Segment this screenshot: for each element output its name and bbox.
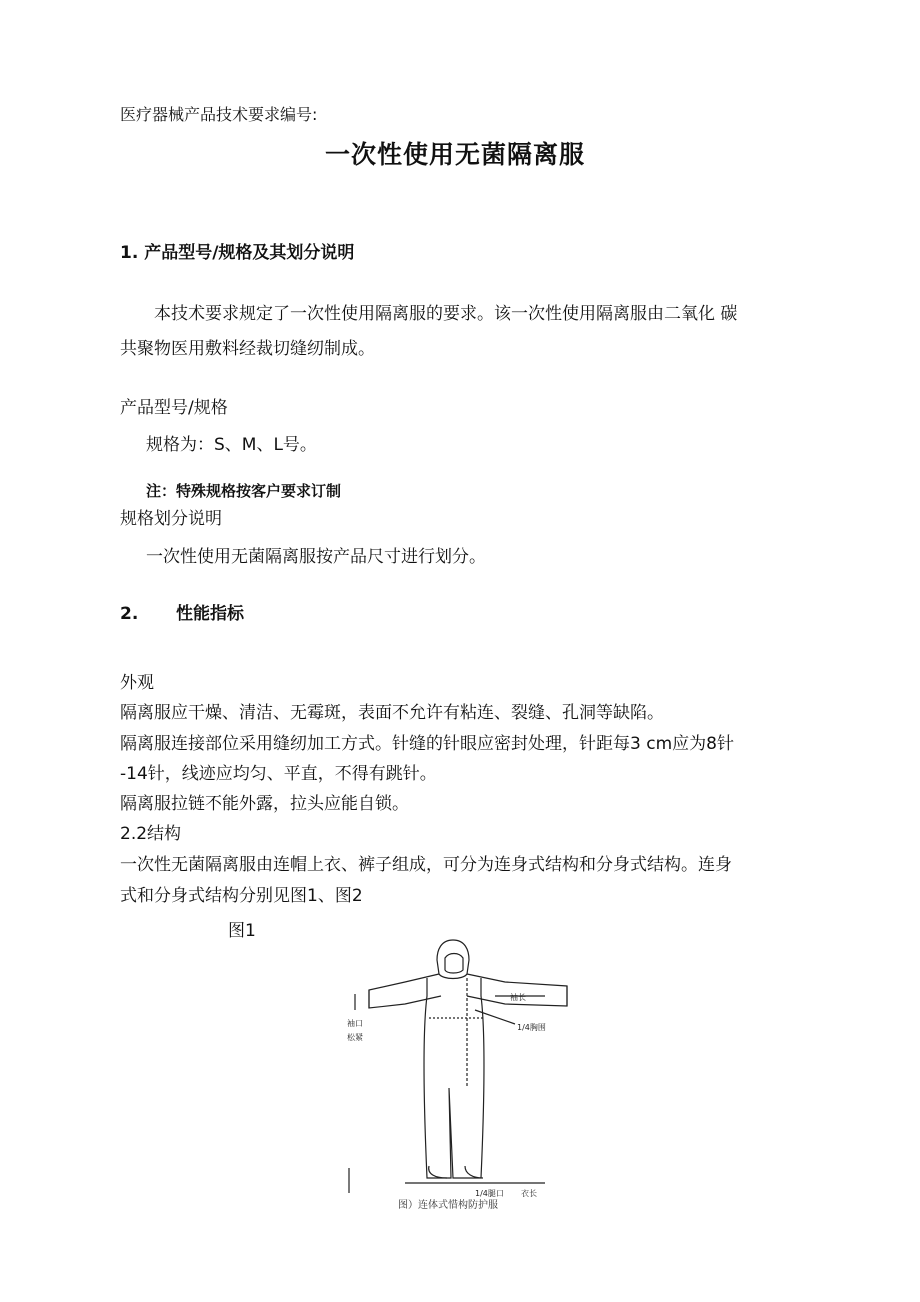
figure-label: 图1 — [228, 921, 256, 941]
structure-line-1: 一次性无菌隔离服由连帽上衣、裤子组成，可分为连身式结构和分身式结构。连身 — [120, 855, 732, 875]
division-text: 一次性使用无菌隔离服按产品尺寸进行划分。 — [146, 547, 486, 567]
annot-chest: 1/4胸围 — [517, 1023, 546, 1032]
annot-hem: 1/4腿口 — [475, 1189, 504, 1198]
annot-sleeve: 袖口 — [347, 1019, 363, 1028]
doc-code-label: 医疗器械产品技术要求编号: — [120, 105, 318, 124]
page-title: 一次性使用无菌隔离服 — [324, 140, 585, 169]
sizes-text: 规格为：S、M、L号。 — [146, 435, 317, 455]
appearance-heading: 外观 — [120, 673, 154, 693]
section2-number: 2. — [120, 604, 139, 624]
intro-line-2: 共聚物医用敷料经裁切缝纫制成。 — [120, 339, 375, 359]
division-heading: 规格划分说明 — [120, 509, 222, 529]
annot-sleeve-length: 袖长 — [510, 993, 526, 1002]
section1-heading: 1. 产品型号/规格及其划分说明 — [120, 243, 355, 263]
figure-caption: 图）连体式惜构防护服 — [398, 1200, 498, 1211]
appearance-line-2a: 隔离服连接部位采用缝纫加工方式。针缝的针眼应密封处理，针距每3 cm应为8针 — [120, 734, 734, 754]
section2-heading: 性能指标 — [176, 604, 244, 624]
annot-elastic: 松紧 — [347, 1033, 363, 1042]
appearance-line-3: 隔离服拉链不能外露，拉头应能自锁。 — [120, 794, 409, 814]
coverall-figure — [345, 938, 571, 1198]
annot-length: 衣长 — [521, 1189, 537, 1198]
model-heading: 产品型号/规格 — [120, 398, 228, 418]
appearance-line-2b: -14针，线迹应均匀、平直，不得有跳针。 — [120, 764, 437, 784]
structure-heading: 2.2结构 — [120, 824, 182, 844]
appearance-line-1: 隔离服应干燥、清洁、无霉斑，表面不允许有粘连、裂缝、孔洞等缺陷。 — [120, 703, 664, 723]
intro-line-1: 本技术要求规定了一次性使用隔离服的要求。该一次性使用隔离服由二氧化 碳 — [154, 304, 738, 324]
structure-line-2: 式和分身式结构分别见图1、图2 — [120, 886, 363, 906]
note-text: 注：特殊规格按客户要求订制 — [146, 482, 342, 500]
